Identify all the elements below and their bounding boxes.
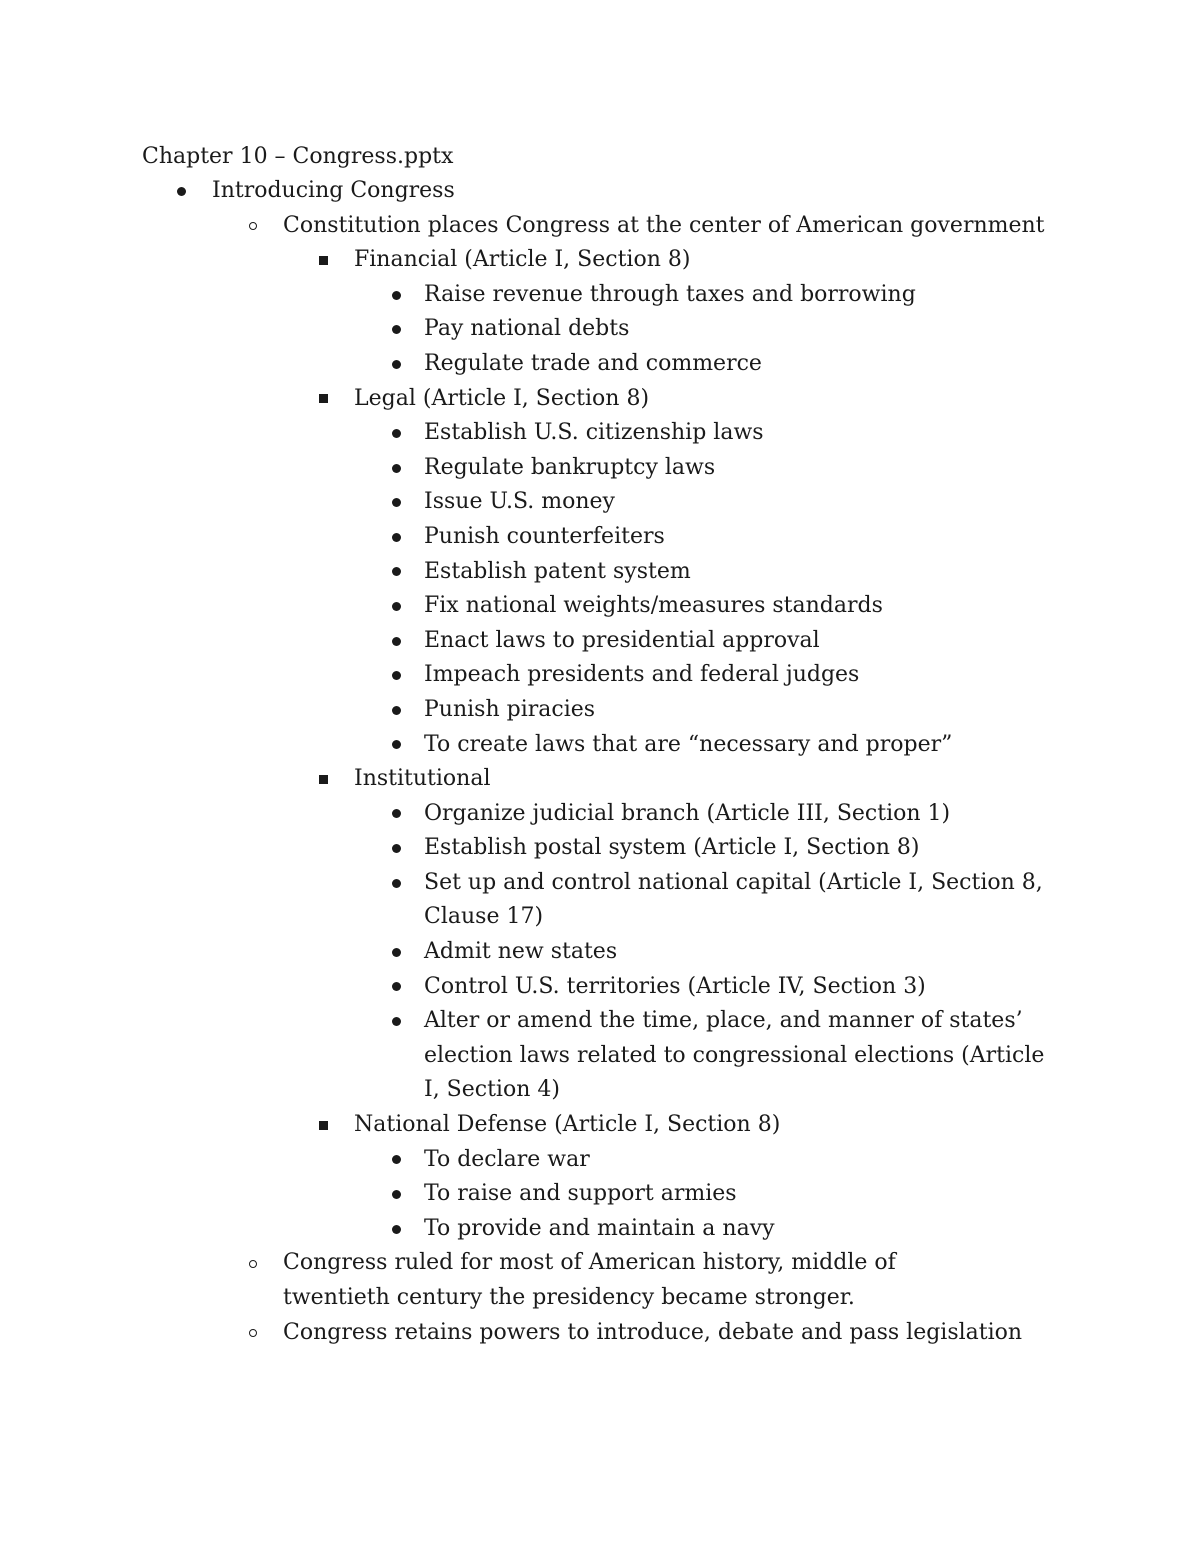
filled-circle-bullet-icon (389, 278, 403, 313)
outline-item-congress-ruled (0, 1246, 1060, 1315)
outline-item-legal (0, 382, 1060, 417)
list-item-label: Control U.S. territories (Article IV, Section 3) (424, 973, 926, 999)
filled-circle-bullet-icon (389, 416, 403, 451)
list-item (0, 797, 1060, 832)
list-item-label: Pay national debts (424, 316, 630, 342)
outline-item-constitution (0, 209, 1060, 244)
list-item (0, 624, 1060, 659)
outline-item-label: Congress ruled for most of American history, middle of twentieth century the presidency became stronger. (283, 1250, 896, 1310)
outline-item-institutional (0, 762, 1060, 797)
outline-item-label: Congress retains powers to introduce, debate and pass legislation (283, 1319, 1023, 1345)
list-item-label: Impeach presidents and federal judges (424, 662, 860, 688)
list-item (0, 866, 1060, 935)
filled-circle-bullet-icon (389, 624, 403, 659)
filled-circle-bullet-icon (389, 312, 403, 347)
hollow-circle-bullet-icon (246, 209, 260, 244)
filled-circle-bullet-icon (389, 935, 403, 970)
filled-circle-bullet-icon (389, 1177, 403, 1212)
filled-circle-bullet-icon (389, 866, 403, 901)
hollow-circle-bullet-icon (246, 1316, 260, 1351)
filled-circle-bullet-icon (389, 831, 403, 866)
list-item (0, 935, 1060, 970)
filled-circle-bullet-icon (389, 1212, 403, 1247)
list-item-label: Establish postal system (Article I, Section 8) (424, 835, 920, 861)
filled-circle-bullet-icon (389, 970, 403, 1005)
list-item-label: Alter or amend the time, place, and manner of states’ election laws related to congressional elections (Article I, Section 4) (424, 1008, 1045, 1103)
list-item (0, 451, 1060, 486)
list-item-label: Organize judicial branch (Article III, Section 1) (424, 800, 951, 826)
list-item (0, 693, 1060, 728)
list-item-label: Punish piracies (424, 696, 596, 722)
document-title: Chapter 10 – Congress.pptx (142, 144, 454, 169)
filled-circle-bullet-icon (389, 347, 403, 382)
list-item-label: To provide and maintain a navy (424, 1215, 775, 1241)
list-item-label: To declare war (424, 1146, 590, 1172)
list-item (0, 278, 1060, 313)
filled-circle-bullet-icon (389, 1143, 403, 1178)
filled-circle-bullet-icon (389, 520, 403, 555)
list-item-label: Fix national weights/measures standards (424, 593, 883, 619)
list-item (0, 312, 1060, 347)
list-item-label: To create laws that are “necessary and proper” (424, 731, 953, 757)
outline-item-label: Introducing Congress (212, 178, 455, 203)
filled-circle-bullet-icon (389, 451, 403, 486)
list-item (0, 589, 1060, 624)
filled-square-bullet-icon (316, 762, 330, 797)
list-item (0, 555, 1060, 590)
outline-item-national-defense (0, 1108, 1060, 1143)
filled-circle-bullet-icon (389, 797, 403, 832)
filled-circle-bullet-icon (389, 485, 403, 520)
filled-square-bullet-icon (316, 243, 330, 278)
list-item-label: To raise and support armies (424, 1181, 737, 1207)
outline-item-congress-retains (0, 1316, 1060, 1351)
filled-circle-bullet-icon (389, 728, 403, 763)
list-item (0, 1004, 1060, 1108)
list-item-label: Regulate bankruptcy laws (424, 454, 716, 480)
outline-item-label: Legal (Article I, Section 8) (354, 385, 650, 411)
list-item (0, 1212, 1060, 1247)
list-item-label: Regulate trade and commerce (424, 350, 762, 376)
outline-item-label: Constitution places Congress at the center of American government (283, 212, 1045, 238)
list-item-label: Punish counterfeiters (424, 523, 665, 549)
filled-circle-bullet-icon (389, 555, 403, 590)
outline-item-label: Financial (Article I, Section 8) (354, 247, 691, 273)
list-item-label: Issue U.S. money (424, 489, 615, 515)
list-item (0, 970, 1060, 1005)
list-item-label: Enact laws to presidential approval (424, 627, 820, 653)
list-item (0, 485, 1060, 520)
outline-item-label: National Defense (Article I, Section 8) (354, 1112, 781, 1138)
hollow-circle-bullet-icon (246, 1246, 260, 1281)
list-item (0, 520, 1060, 555)
list-item (0, 728, 1060, 763)
outline-item-financial (0, 243, 1060, 278)
filled-circle-bullet-icon (174, 174, 188, 209)
list-item (0, 658, 1060, 693)
filled-circle-bullet-icon (389, 658, 403, 693)
filled-circle-bullet-icon (389, 693, 403, 728)
outline-item-introducing (0, 174, 1060, 209)
list-item (0, 1143, 1060, 1178)
filled-circle-bullet-icon (389, 1004, 403, 1039)
list-item (0, 831, 1060, 866)
list-item-label: Set up and control national capital (Article I, Section 8, Clause 17) (424, 869, 1043, 930)
list-item-label: Establish U.S. citizenship laws (424, 420, 764, 446)
filled-square-bullet-icon (316, 382, 330, 417)
list-item (0, 1177, 1060, 1212)
list-item (0, 347, 1060, 382)
outline-item-label: Institutional (354, 766, 491, 792)
list-item-label: Raise revenue through taxes and borrowing (424, 281, 916, 307)
outline-list (0, 174, 1200, 1350)
filled-circle-bullet-icon (389, 589, 403, 624)
filled-square-bullet-icon (316, 1108, 330, 1143)
list-item (0, 416, 1060, 451)
list-item-label: Establish patent system (424, 558, 691, 584)
list-item-label: Admit new states (424, 939, 618, 965)
